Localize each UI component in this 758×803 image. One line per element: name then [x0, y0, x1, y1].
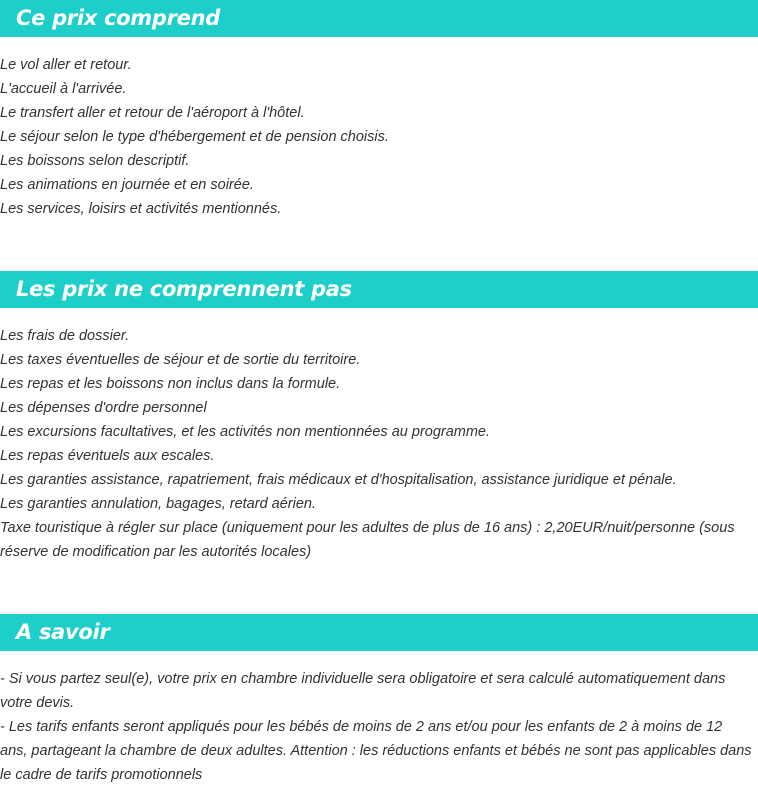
list-item: - Les tarifs enfants seront appliqués pour les bébés de moins de 2 ans et/ou pour les enfants de 2 à moins de 12 ans, partageant la chambre de deux adultes. Attention : les réductions enfants et bébés ne sont pas applicables dans le cadre de tarifs promotionnels	[0, 719, 752, 783]
good-to-know-list	[0, 667, 752, 787]
list-item: Les dépenses d'ordre personnel	[0, 400, 207, 416]
list-item: Les services, loisirs et activités mentionnés.	[0, 201, 282, 217]
list-item: Le transfert aller et retour de l'aéroport à l'hôtel.	[0, 105, 305, 121]
list-item: Le séjour selon le type d'hébergement et de pension choisis.	[0, 129, 389, 145]
section-title-good-to-know: A savoir	[16, 620, 110, 644]
list-item: - Si vous partez seul(e), votre prix en chambre individuelle sera obligatoire et sera calculé automatiquement dans votre devis.	[0, 671, 726, 711]
list-item: Les garanties assistance, rapatriement, frais médicaux et d'hospitalisation, assistance juridique et pénale.	[0, 472, 677, 488]
section-header-good-to-know	[0, 614, 758, 651]
list-item: Les garanties annulation, bagages, retard aérien.	[0, 496, 316, 512]
list-item: Les taxes éventuelles de séjour et de sortie du territoire.	[0, 352, 361, 368]
list-item: L'accueil à l'arrivée.	[0, 81, 127, 97]
section-header-included	[0, 0, 758, 37]
included-list	[0, 53, 752, 221]
section-header-not-included	[0, 271, 758, 308]
list-item: Les frais de dossier.	[0, 328, 130, 344]
list-item: Les repas et les boissons non inclus dans la formule.	[0, 376, 341, 392]
list-item: Les excursions facultatives, et les activités non mentionnées au programme.	[0, 424, 491, 440]
not-included-list	[0, 324, 752, 564]
list-item: Les boissons selon descriptif.	[0, 153, 190, 169]
section-title-not-included: Les prix ne comprennent pas	[16, 277, 352, 301]
list-item: Taxe touristique à régler sur place (uniquement pour les adultes de plus de 16 ans) : 2,20EUR/nuit/personne (sous réserve de modification par les autorités locales)	[0, 520, 735, 560]
list-item: Le vol aller et retour.	[0, 57, 132, 73]
section-title-included: Ce prix comprend	[16, 6, 220, 30]
list-item: Les animations en journée et en soirée.	[0, 177, 254, 193]
list-item: Les repas éventuels aux escales.	[0, 448, 215, 464]
